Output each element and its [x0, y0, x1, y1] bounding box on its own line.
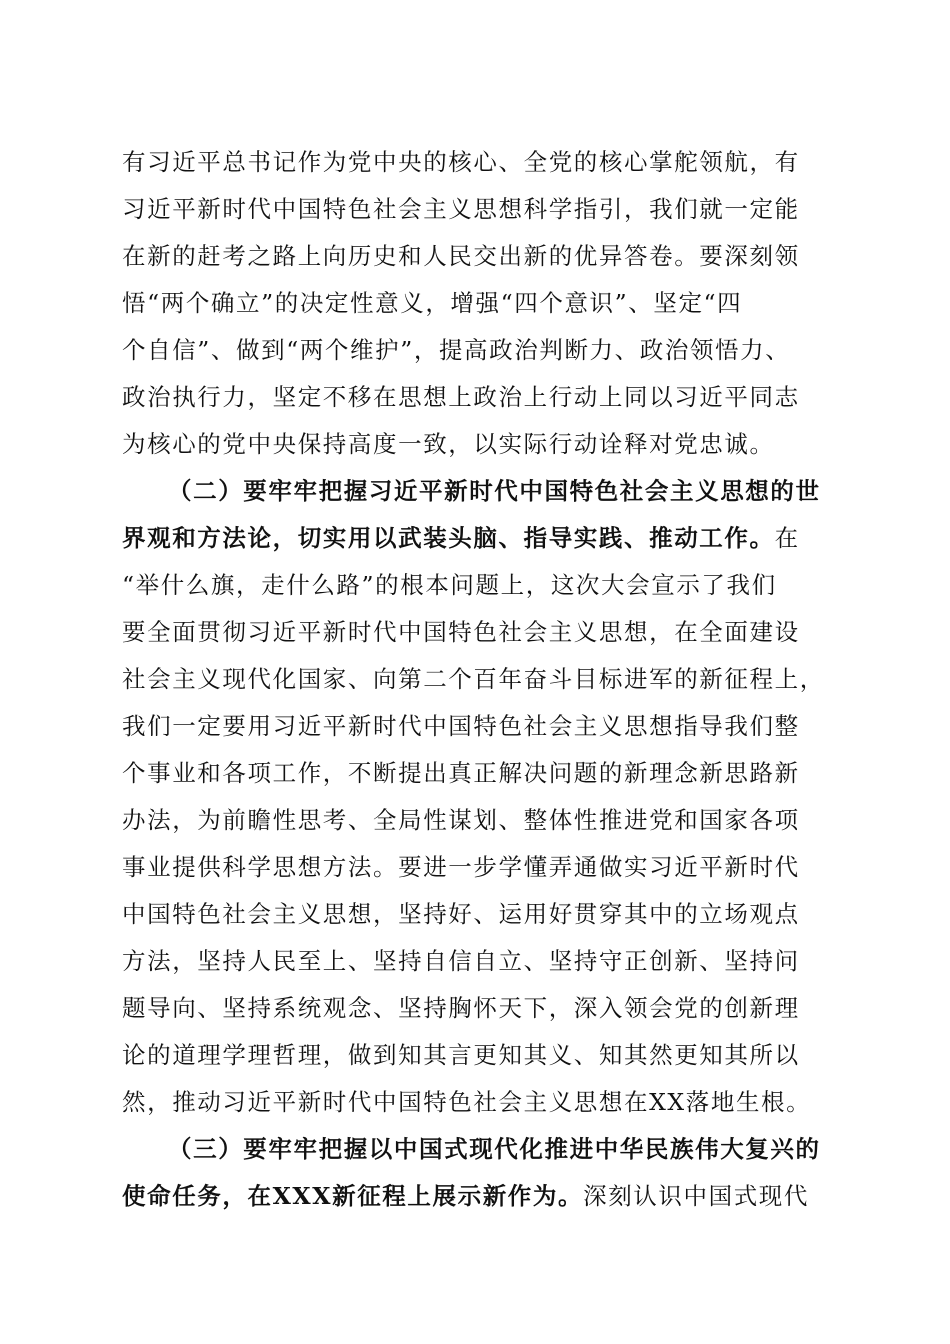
paragraph-line: 有习近平总书记作为党中央的核心、全党的核心掌舵领航，有 [122, 148, 800, 176]
section-heading-2-continued [122, 516, 800, 560]
paragraph-text: 在 [774, 524, 800, 552]
paragraph-line: 习近平新时代中国特色社会主义思想科学指引，我们就一定能 [122, 195, 800, 223]
paragraph-line: 然，推动习近平新时代中国特色社会主义思想在XX落地生根。 [122, 1088, 812, 1116]
paragraph-line: 个事业和各项工作，不断提出真正解决问题的新理念新思路新 [122, 759, 800, 787]
paragraph-line: 社会主义现代化国家、向第二个百年奋斗目标进军的新征程上， [122, 665, 825, 693]
section-heading-3-tail: 使命任务，在XXX新征程上展示新作为。 [122, 1182, 584, 1210]
paragraph-line: 我们一定要用习近平新时代中国特色社会主义思想指导我们整 [122, 712, 800, 740]
paragraph-line: 中国特色社会主义思想，坚持好、运用好贯穿其中的立场观点 [122, 900, 800, 928]
paragraph-line: 悟“两个确立”的决定性意义，增强“四个意识”、坚定“四 [122, 289, 743, 317]
paragraph-line: 在新的赶考之路上向历史和人民交出新的优异答卷。要深刻领 [122, 242, 800, 270]
section-heading-3: （三）要牢牢把握以中国式现代化推进中华民族伟大复兴的 [168, 1135, 821, 1163]
section-heading-2-tail: 界观和方法论，切实用以武装头脑、指导实践、推动工作。 [122, 524, 775, 552]
section-heading-2: （二）要牢牢把握习近平新时代中国特色社会主义思想的世 [168, 477, 821, 505]
paragraph-line: 事业提供科学思想方法。要进一步学懂弄通做实习近平新时代 [122, 853, 800, 881]
paragraph-text: 深刻认识中国式现代 [583, 1182, 810, 1210]
paragraph-line: “举什么旗，走什么路”的根本问题上，这次大会宣示了我们 [122, 571, 777, 599]
paragraph-line: 个自信”、做到“两个维护”，提高政治判断力、政治领悟力、 [122, 336, 791, 364]
paragraph-line: 办法，为前瞻性思考、全局性谋划、整体性推进党和国家各项 [122, 806, 800, 834]
paragraph-line: 政治执行力，坚定不移在思想上政治上行动上同以习近平同志 [122, 383, 800, 411]
paragraph-line: 论的道理学理哲理，做到知其言更知其义、知其然更知其所以 [122, 1041, 800, 1069]
paragraph-line: 题导向、坚持系统观念、坚持胸怀天下，深入领会党的创新理 [122, 994, 800, 1022]
section-heading-3-continued [122, 1174, 809, 1218]
paragraph-line: 要全面贯彻习近平新时代中国特色社会主义思想，在全面建设 [122, 618, 800, 646]
paragraph-line: 方法，坚持人民至上、坚持自信自立、坚持守正创新、坚持问 [122, 947, 800, 975]
paragraph-line: 为核心的党中央保持高度一致，以实际行动诠释对党忠诚。 [122, 430, 775, 458]
